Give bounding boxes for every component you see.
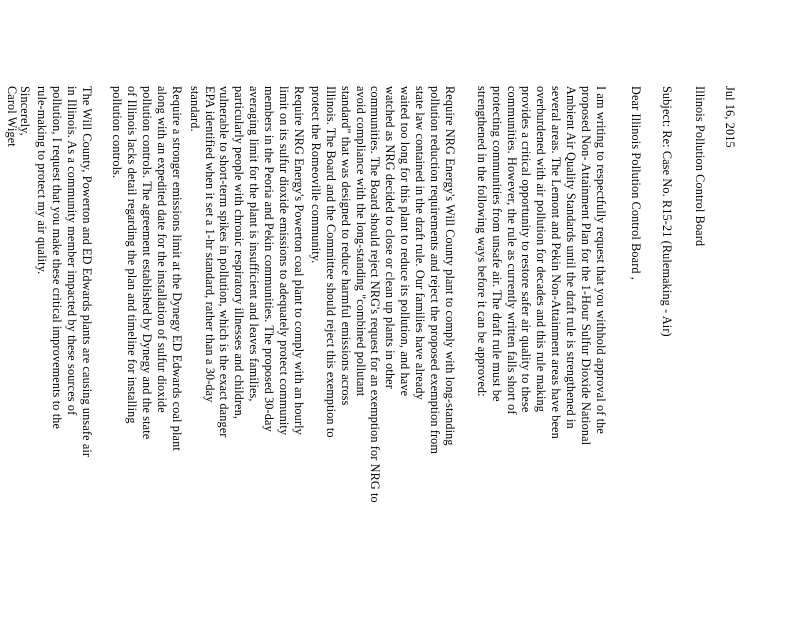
paragraph-line: pollution, I request that you make these critical improvements to the	[50, 86, 65, 430]
paragraph-line: The Will County, Powerton and ED Edwards plants are causing unsafe air	[80, 86, 94, 458]
paragraph-line: provides a critical opportunity to restore safer air quality to these	[519, 86, 534, 413]
paragraph-dynegy-ed-edwards	[109, 86, 184, 451]
paragraph-line: Require NRG Energy's Powerton coal plant to comply with an hourly	[292, 86, 306, 435]
letter-salutation: Dear Illinois Pollution Control Board ,	[629, 86, 643, 281]
paragraph-line: overburdened with air pollution for decades and this rule making	[534, 86, 549, 413]
paragraph-line: communities. The Board should reject NRG's request for an exemption for NRG to	[368, 86, 383, 503]
paragraph-line: pollution reduction requirements and reject the proposed exemption from	[428, 86, 443, 455]
paragraph-line: Ambient Air Quality Standards until the draft rule is strengthened in	[564, 86, 579, 429]
paragraph-line: state law contained in the draft rule. Our families have already	[413, 86, 428, 400]
paragraph-line: pollution controls.	[110, 86, 125, 179]
paragraph-line: several areas. The Lemont and Pekin Non-Attainment areas have been	[549, 86, 564, 439]
paragraph-line: watched as NRG decided to close or clean up plants in other	[383, 86, 398, 389]
paragraph-line: protecting communities from unsafe air. The draft rule must be	[489, 86, 504, 402]
letter-signature: Carol Wiget	[5, 86, 19, 147]
letter-subject: Subject: Re: Case No. R15-21 (Rulemaking - Air)	[660, 86, 674, 337]
paragraph-line: avoid compliance with the long-standing "combined pollutant	[353, 86, 368, 397]
paragraph-line: of Illinois lacks detail regarding the plan and timeline for installing	[125, 86, 140, 424]
paragraph-line: pollution controls. The agreement established by Dynegy and the state	[140, 86, 155, 440]
paragraph-line: proposed Non- Attainment Plan for the 1-Hour Sulfur Dioxide National	[579, 86, 594, 446]
paragraph-line: strengthened in the following ways before it can be approved:	[474, 86, 489, 397]
paragraph-line: Require a stronger emissions limit at the Dynegy ED Edwards coal plant	[170, 86, 184, 451]
paragraph-line: standard.	[187, 86, 202, 132]
paragraph-line: protect the Romeoville community.	[308, 86, 323, 264]
paragraph-line: waited too long for this plant to reduce its pollution, and have	[398, 86, 413, 397]
paragraph-line: EPA identified when it set a 1-hr standard, rather than a 30-day	[202, 86, 217, 403]
paragraph-line: limit on its sulfur dioxide emissions to adequately protect community	[277, 86, 292, 436]
paragraph-line: averaging limit for the plant is insufficient and leaves families,	[247, 86, 262, 402]
paragraph-line: members in the Peoria and Pekin communities. The proposed 30-day	[262, 86, 277, 432]
letter-recipient: Illinois Pollution Control Board	[693, 86, 707, 247]
paragraph-line: along with an expedited date for the installation of sulfur dioxide	[155, 86, 170, 413]
paragraph-line: rule-making to protect my air quality.	[35, 86, 50, 275]
paragraph-line: standard" that was designed to reduce harmful emissions across	[338, 86, 353, 406]
paragraph-line: in Illinois. As a community member impacted by these sources of	[65, 86, 80, 416]
paragraph-nrg-powerton	[187, 86, 306, 437]
paragraph-line: communities. However, the rule as currently written falls short of	[504, 86, 519, 415]
paragraph-line: Illinois. The Board and the Committee should reject this exemption to	[323, 86, 338, 438]
letter-closing: Sincerely,	[18, 86, 32, 136]
letter-date: Jul 16, 2015	[723, 86, 737, 148]
paragraph-intro	[474, 86, 608, 445]
paragraph-nrg-will-county	[308, 86, 457, 503]
paragraph-line: I am writing to respectfully request that you withhold approval of the	[594, 86, 608, 434]
paragraph-conclusion	[34, 86, 94, 457]
paragraph-line: Require NRG Energy's Will County plant to comply with long-standing	[443, 86, 457, 446]
paragraph-line: vulnerable to short-term spikes in pollution, which is the exact danger	[217, 86, 232, 438]
paragraph-line: particularly people with chronic respiratory illnesses and children,	[232, 86, 247, 420]
